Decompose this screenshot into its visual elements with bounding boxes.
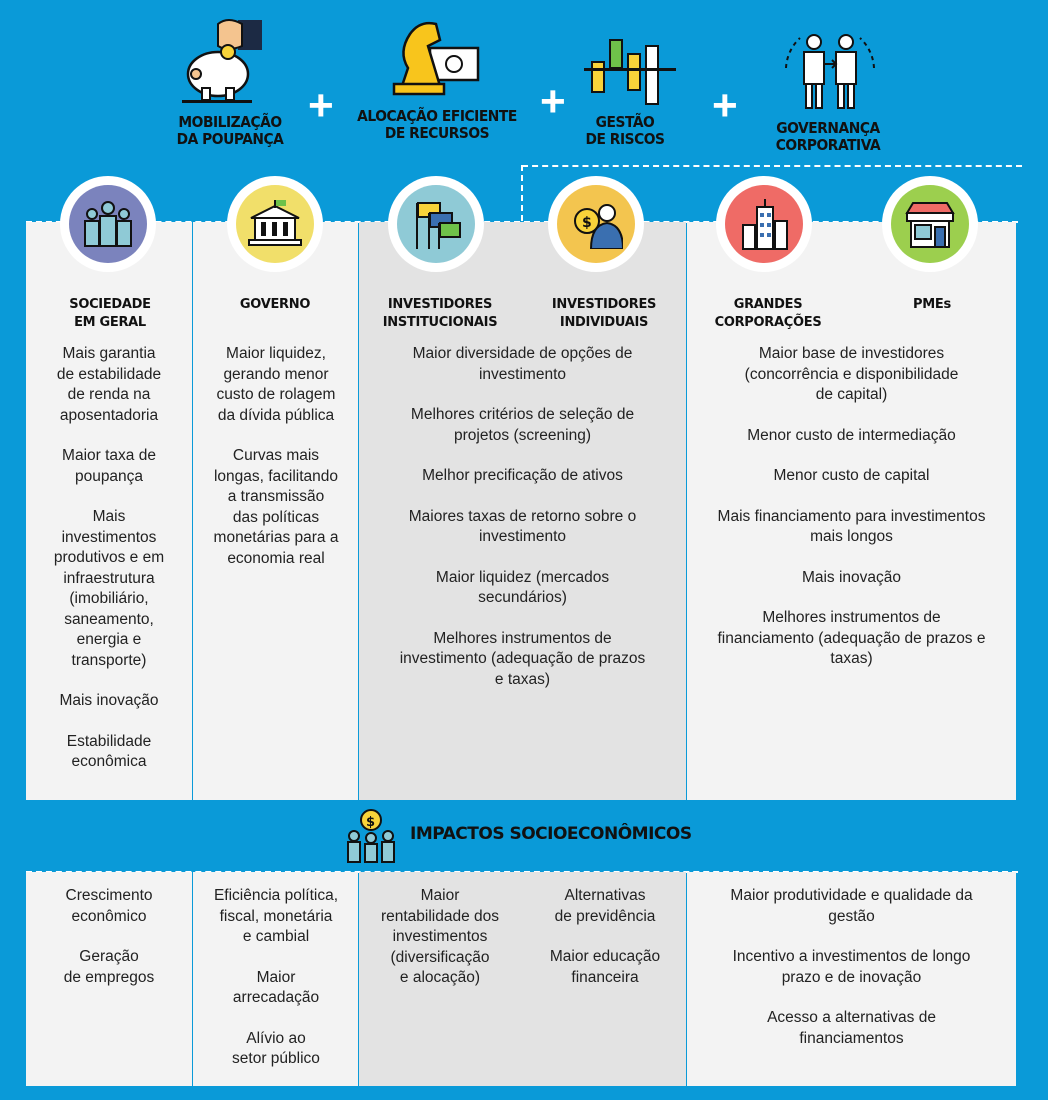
svg-text:$: $	[582, 215, 592, 231]
stakeholder-label: INVESTIDORES INSTITUCIONAIS	[382, 297, 498, 330]
flags-icon	[397, 185, 475, 263]
stakeholder-label: GOVERNO	[239, 297, 311, 312]
storefront-icon	[891, 185, 969, 263]
plus-sign: +	[308, 81, 334, 130]
connector-line	[521, 165, 523, 221]
impact-item: Maior educação financeira	[549, 948, 661, 986]
impact-item: Alívio ao setor público	[232, 1029, 320, 1067]
benefit-item: Maior liquidez (mercados secundários)	[435, 568, 610, 606]
benefits-investidores	[361, 344, 684, 710]
svg-text:$: $	[366, 815, 376, 830]
impacts-sociedade	[28, 886, 190, 1008]
stakeholder-circle	[716, 176, 812, 272]
benefit-item: Estabilidade econômica	[66, 732, 152, 770]
bar-chart-icon	[584, 32, 676, 106]
stakeholder-label: SOCIEDADE EM GERAL	[69, 297, 151, 330]
pillar-title-poupanca: MOBILIZAÇÃO DA POUPANÇA	[176, 113, 284, 148]
stakeholder-circle	[227, 176, 323, 272]
impacts-governo	[195, 886, 357, 1090]
pillar-title-alocacao: ALOCAÇÃO EFICIENTE DE RECURSOS	[357, 107, 517, 142]
benefits-sociedade	[28, 344, 190, 793]
benefits-governo	[195, 344, 357, 589]
impact-item: Acesso a alternativas de financiamentos	[767, 1009, 936, 1047]
benefit-item: Melhores critérios de seleção de projetos (screening)	[410, 406, 635, 444]
pillar-title-riscos: GESTÃO DE RISCOS	[585, 113, 665, 148]
connector-line	[522, 165, 1022, 167]
stakeholder-circle	[548, 176, 644, 272]
benefit-item: Mais financiamento para investimentos mais longos	[717, 507, 986, 545]
benefit-item: Mais garantia de estabilidade de renda na aposentadoria	[56, 345, 162, 424]
impact-item: Maior rentabilidade dos investimentos (diversificação e alocação)	[380, 887, 500, 986]
benefit-item: Menor custo de intermediação	[747, 426, 956, 444]
stakeholder-label: PMEs	[913, 297, 951, 312]
chess-knight-money-icon	[388, 6, 484, 98]
benefit-item: Maior taxa de poupança	[62, 447, 156, 485]
benefit-item: Mais investimentos produtivos e em infraestrutura (imobiliário, saneamento, energia e transporte)	[53, 508, 165, 669]
benefit-item: Maior liquidez, gerando menor custo de rolagem da dívida pública	[216, 345, 336, 424]
impact-item: Geração de empregos	[63, 948, 155, 986]
people-money-icon	[340, 808, 402, 864]
impacts-title: IMPACTOS SOCIOECONÔMICOS	[410, 824, 692, 844]
impacts-institucionais	[361, 886, 519, 1009]
impact-item: Eficiência política, fiscal, monetária e cambial	[213, 887, 339, 945]
impacts-empresas	[689, 886, 1014, 1069]
benefit-item: Maiores taxas de retorno sobre o investimento	[408, 507, 637, 545]
benefit-item: Maior diversidade de opções de investimento	[412, 345, 633, 383]
stakeholder-circle	[882, 176, 978, 272]
plus-sign: +	[540, 77, 566, 126]
impact-item: Maior produtividade e qualidade da gestão	[730, 887, 973, 925]
piggy-bank-icon	[182, 14, 268, 106]
benefit-item: Mais inovação	[801, 568, 902, 586]
benefits-empresas	[689, 344, 1014, 690]
benefit-item: Menor custo de capital	[773, 467, 930, 484]
stakeholder-label: GRANDES CORPORAÇÕES	[714, 297, 822, 330]
impact-item: Crescimento econômico	[65, 887, 153, 925]
people-group-icon	[69, 185, 147, 263]
government-building-icon	[236, 185, 314, 263]
benefit-item: Melhores instrumentos de financiamento (adequação de prazos e taxas)	[717, 609, 986, 667]
benefit-item: Maior base de investidores (concorrência e disponibilidade de capital)	[744, 345, 959, 403]
stakeholder-circle	[388, 176, 484, 272]
benefit-item: Mais inovação	[59, 692, 159, 709]
plus-sign: +	[712, 81, 738, 130]
stakeholder-circle	[60, 176, 156, 272]
stakeholder-label: INVESTIDORES INDIVIDUAIS	[551, 297, 657, 330]
skyscraper-icon	[725, 185, 803, 263]
pillar-title-governanca: GOVERNANÇA CORPORATIVA	[775, 119, 881, 154]
benefit-item: Melhor precificação de ativos	[422, 467, 623, 484]
impact-item: Incentivo a investimentos de longo prazo e de inovação	[732, 948, 971, 986]
investor-coin-icon	[557, 185, 635, 263]
impact-item: Alternativas de previdência	[554, 887, 656, 925]
impacts-individuais	[526, 886, 684, 1008]
impact-item: Maior arrecadação	[232, 968, 320, 1006]
benefit-item: Melhores instrumentos de investimento (adequação de prazos e taxas)	[399, 629, 646, 688]
benefit-item: Curvas mais longas, facilitando a transmissão das políticas monetárias para a economia real	[213, 447, 339, 567]
people-exchange-icon	[780, 28, 880, 114]
